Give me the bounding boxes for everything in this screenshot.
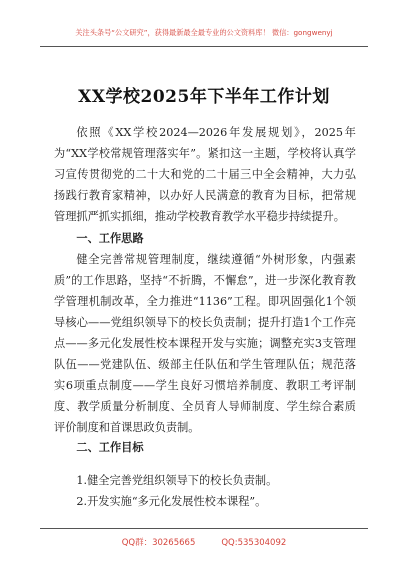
intro-paragraph: 依照《XX学校2024—2026年发展规划》，2025年为“XX学校常规管理落实年”。紧扣这一主题，学校将认真学习宣传贯彻党的二十大和党的二十届三中全会精神，大力弘扬践行教育家精神，以办好人民满意的教育为目标，把常规管理抓严抓实抓细，推动学校教育教学水平稳步持续提升。: [54, 126, 356, 223]
goal-item-1: 1.健全完善党组织领导下的校长负责制。: [76, 474, 278, 487]
section-heading-ideas: 一、工作思路: [76, 232, 144, 245]
footer-divider: [40, 528, 368, 529]
section-heading-goals: 二、工作目标: [76, 441, 144, 454]
ideas-paragraph: 健全完善常规管理制度，继续遵循“外树形象，内强素质”的工作思路，坚持“不折腾，不懈怠”，进一步深化教育教学管理机制改革，全力推进“1136”工程。即巩固强化1个领导核心——党组织领导下的校长负责制；提升打造1个工作亮点——多元化发展性校本课程开发与实施；调整充实3支管理队伍——党建队伍、级部主任队伍和学生管理队伍；规范落实6项重点制度——学生良好习惯培养制度、教职工考评制度、教学质量分析制度、全员育人导师制度、学生综合素质评价制度和首课思政负责制。: [54, 253, 356, 434]
goal-item-2: 2.开发实施“多元化发展性校本课程”。: [76, 495, 267, 508]
footer-qq-contact: QQ:535304092: [221, 538, 287, 548]
document-title: XX学校2025年下半年工作计划: [78, 87, 330, 107]
promo-banner: 关注头条号“公文研究”，获得最新最全最专业的公文资料库！ 微信：gongwenyj: [75, 28, 333, 37]
header-divider: [40, 46, 368, 47]
footer-contact: [0, 536, 408, 548]
footer-qq-group: QQ群：30265665: [121, 538, 196, 548]
